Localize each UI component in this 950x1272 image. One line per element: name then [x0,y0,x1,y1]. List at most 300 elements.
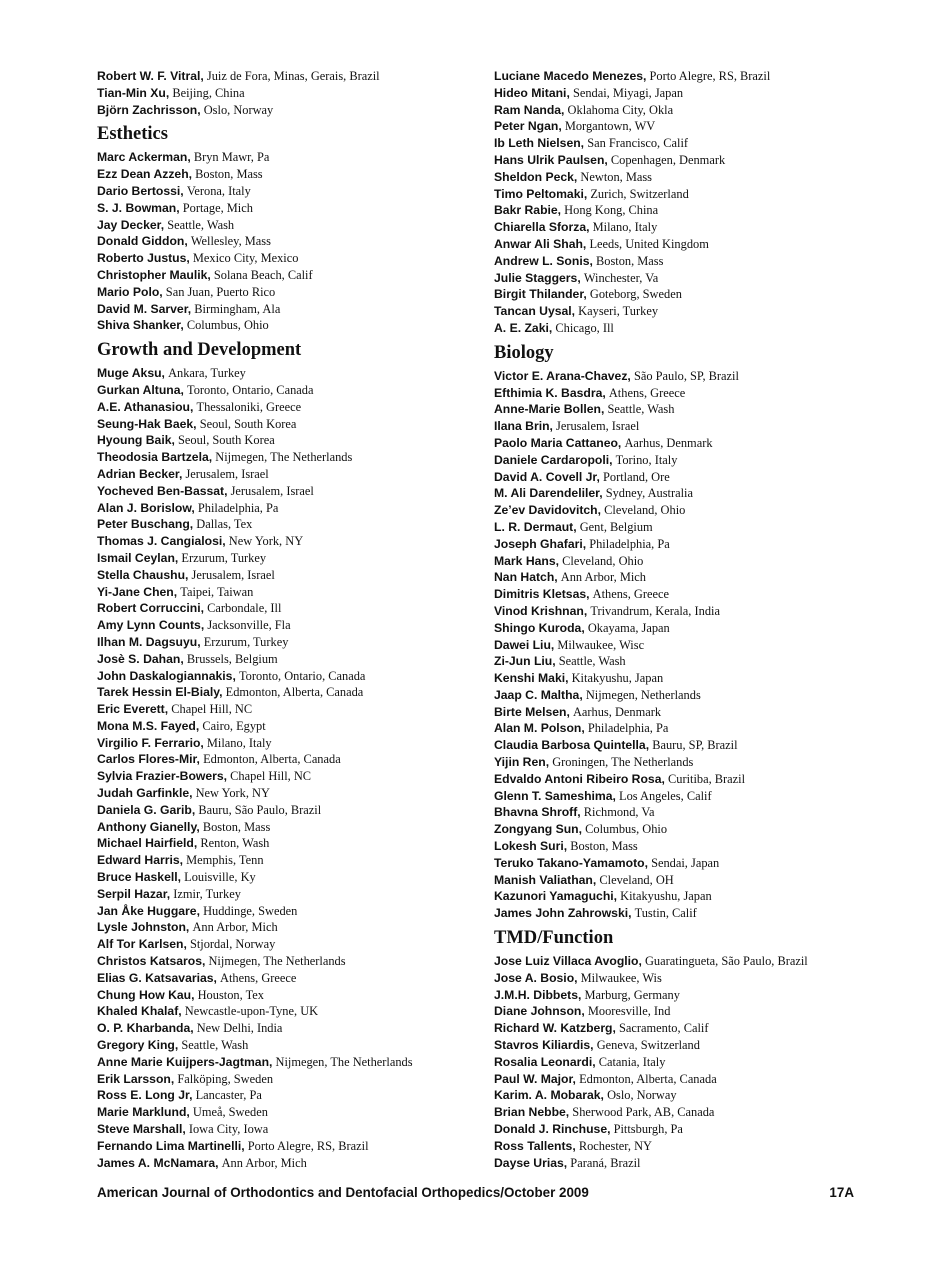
reviewer-entry [494,888,924,905]
reviewer-entry [97,102,527,119]
reviewer-name: Zi-Jun Liu, [494,654,556,669]
reviewer-name: O. P. Kharbanda, [97,1021,194,1036]
reviewer-location: Winchester, Va [583,270,659,285]
reviewer-name: Jose Luiz Villaca Avoglio, [494,954,642,969]
reviewer-location: Milwaukee, Wis [580,970,662,985]
reviewer-entry [494,620,924,637]
reviewer-entry [97,768,527,785]
reviewer-name: Glenn T. Sameshima, [494,788,616,803]
reviewer-name: Theodosia Bartzela, [97,450,213,465]
reviewer-location: Bauru, SP, Brazil [652,738,738,753]
reviewer-name: Tarek Hessin El-Bialy, [97,685,223,700]
reviewer-name: Tian-Min Xu, [97,85,170,100]
reviewer-location: Columbus, Ohio [186,318,269,333]
reviewer-name: A.E. Athanasiou, [97,399,194,414]
reviewer-name: Rosalia Leonardi, [494,1054,596,1069]
reviewer-location: Athens, Greece [608,385,686,400]
reviewer-name: Claudia Barbosa Quintella, [494,738,650,753]
reviewer-entry [494,485,924,502]
reviewer-location: Aarhus, Denmark [572,704,662,719]
reviewer-entry [494,905,924,922]
reviewer-location: Cairo, Egypt [202,718,266,733]
reviewer-entry [494,135,924,152]
reviewer-entry [494,452,924,469]
reviewer-entry [97,668,527,685]
reviewer-location: Mexico City, Mexico [192,251,299,266]
reviewer-name: Marie Marklund, [97,1105,190,1120]
reviewer-entry [494,1121,924,1138]
reviewer-name: Steve Marshall, [97,1122,186,1137]
reviewer-entry [494,1037,924,1054]
reviewer-name: Hyoung Baik, [97,433,175,448]
section-heading: Biology [494,342,554,363]
reviewer-entry [97,1020,527,1037]
reviewer-name: James A. McNamara, [97,1155,219,1170]
reviewer-location: Zurich, Switzerland [590,186,689,201]
reviewer-entry [97,267,527,284]
reviewer-entry [97,617,527,634]
reviewer-entry [97,886,527,903]
reviewer-location: Izmir, Turkey [173,886,241,901]
reviewer-entry [97,432,527,449]
reviewer-name: Kazunori Yamaguchi, [494,889,618,904]
reviewer-entry [97,1087,527,1104]
reviewer-location: Chapel Hill, NC [171,702,253,717]
reviewer-location: Newton, Mass [580,169,653,184]
reviewer-entry [494,720,924,737]
reviewer-entry [494,418,924,435]
reviewer-entry [97,85,527,102]
reviewer-name: Roberto Justus, [97,251,190,266]
reviewer-name: Gregory King, [97,1038,179,1053]
reviewer-name: Yijin Ren, [494,755,550,770]
reviewer-name: Nan Hatch, [494,570,558,585]
reviewer-name: Stavros Kiliardis, [494,1038,594,1053]
reviewer-name: Robert W. F. Vitral, [97,69,204,83]
reviewer-location: Rochester, NY [578,1138,652,1153]
reviewer-name: Bruce Haskell, [97,870,182,885]
reviewer-location: Jerusalem, Israel [230,483,314,498]
reviewer-entry [494,987,924,1004]
reviewer-location: Chicago, Ill [555,320,614,335]
reviewer-location: Nijmegen, The Netherlands [215,450,353,465]
reviewer-location: Verona, Italy [186,183,251,198]
right-column [494,68,924,1171]
reviewer-entry [97,382,527,399]
reviewer-name: Eric Everett, [97,702,169,717]
reviewer-name: Shingo Kuroda, [494,620,585,635]
reviewer-location: Boston, Mass [195,167,263,182]
reviewer-location: Solana Beach, Calif [213,267,313,282]
reviewer-location: Athens, Greece [220,970,297,985]
reviewer-name: Marc Ackerman, [97,150,191,165]
reviewer-location: Bryn Mawr, Pa [193,150,270,165]
reviewer-entry [494,270,924,287]
reviewer-location: Paraná, Brazil [570,1155,641,1170]
reviewer-name: David A. Covell Jr, [494,469,600,484]
reviewer-name: Elias G. Katsavarias, [97,970,217,985]
reviewer-location: Catania, Italy [598,1054,666,1069]
reviewer-entry [97,149,527,166]
reviewer-entry [97,183,527,200]
reviewer-entry [494,1071,924,1088]
reviewer-entry [494,85,924,102]
reviewer-name: Richard W. Katzberg, [494,1021,616,1036]
reviewer-name: Vinod Krishnan, [494,603,588,618]
reviewer-entry [97,1071,527,1088]
reviewer-location: Oslo, Norway [203,102,274,117]
reviewer-name: Christos Katsaros, [97,954,206,969]
reviewer-name: Ze’ev Davidovitch, [494,503,602,518]
reviewer-location: Philadelphia, Pa [589,536,670,551]
reviewer-name: Alf Tor Karlsen, [97,937,187,952]
reviewer-entry [97,919,527,936]
reviewer-entry [494,1054,924,1071]
reviewer-location: Porto Alegre, RS, Brazil [247,1138,369,1153]
reviewer-location: Chapel Hill, NC [230,769,312,784]
reviewer-name: Donald Giddon, [97,234,188,249]
reviewer-name: Diane Johnson, [494,1004,585,1019]
reviewer-name: Ilhan M. Dagsuyu, [97,634,201,649]
reviewer-entry [97,217,527,234]
reviewer-entry [494,569,924,586]
reviewer-location: Iowa City, Iowa [188,1122,269,1137]
reviewer-name: Ib Leth Nielsen, [494,136,585,151]
reviewer-name: Fernando Lima Martinelli, [97,1138,245,1153]
reviewer-location: Seoul, South Korea [177,433,275,448]
reviewer-location: Umeå, Sweden [192,1105,268,1120]
reviewer-location: Milwaukee, Wisc [557,637,645,652]
reviewer-entry [97,1155,527,1172]
reviewer-entry [97,903,527,920]
reviewer-location: Edmonton, Alberta, Canada [579,1071,717,1086]
reviewer-entry [494,603,924,620]
reviewer-location: Marburg, Germany [584,987,680,1002]
reviewer-name: Anthony Gianelly, [97,819,200,834]
reviewer-location: Cleveland, OH [599,872,674,887]
reviewer-name: Dawei Liu, [494,637,555,652]
reviewer-name: Virgilio F. Ferrario, [97,735,204,750]
reviewer-entry [97,250,527,267]
reviewer-location: New York, NY [228,534,304,549]
reviewer-name: Bhavna Shroff, [494,805,581,820]
section-heading: TMD/Function [494,928,614,949]
reviewer-location: Philadelphia, Pa [197,500,279,515]
reviewer-entry [97,751,527,768]
reviewer-name: Sylvia Frazier-Bowers, [97,769,228,784]
reviewer-location: Gent, Belgium [579,519,653,534]
reviewer-entry [494,855,924,872]
reviewer-name: S. J. Bowman, [97,200,180,215]
reviewer-name: Hideo Mitani, [494,85,570,100]
reviewer-name: Adrian Becker, [97,466,183,481]
reviewer-location: Carbondale, Ill [207,601,282,616]
reviewer-name: Birgit Thilander, [494,287,587,302]
reviewer-name: Yocheved Ben-Bassat, [97,483,228,498]
reviewer-entry [97,1121,527,1138]
reviewer-name: Zongyang Sun, [494,822,583,837]
reviewer-location: Hong Kong, China [564,203,659,218]
reviewer-name: David M. Sarver, [97,301,192,316]
reviewer-name: Erik Larsson, [97,1071,175,1086]
reviewer-entry [97,600,527,617]
reviewer-name: Ross E. Long Jr, [97,1088,193,1103]
reviewer-entry [494,169,924,186]
reviewer-location: Sendai, Miyagi, Japan [572,85,684,100]
reviewer-entry [97,802,527,819]
reviewer-location: Athens, Greece [592,587,669,602]
reviewer-entry [494,586,924,603]
reviewer-entry [494,653,924,670]
reviewer-entry [494,1003,924,1020]
reviewer-entry [97,953,527,970]
reviewer-location: Portage, Mich [182,200,253,215]
reviewer-entry [97,718,527,735]
reviewer-location: Cleveland, Ohio [604,503,686,518]
reviewer-location: Oslo, Norway [607,1088,677,1103]
reviewer-location: Ann Arbor, Mich [560,570,646,585]
reviewer-location: Bauru, São Paulo, Brazil [198,802,322,817]
reviewer-name: Ilana Brin, [494,419,553,434]
reviewer-entry [97,651,527,668]
reviewer-location: Sacramento, Calif [619,1021,709,1036]
reviewer-name: Manish Valiathan, [494,872,597,887]
reviewer-location: Erzurum, Turkey [203,634,289,649]
reviewer-name: Jaap C. Maltha, [494,687,583,702]
reviewer-location: Philadelphia, Pa [587,721,669,736]
reviewer-location: Erzurum, Turkey [181,550,267,565]
reviewer-location: Milano, Italy [206,735,272,750]
reviewer-location: Seattle, Wash [181,1038,249,1053]
page-footer [97,1185,854,1200]
reviewer-location: Leeds, United Kingdom [589,236,709,251]
reviewer-location: Los Angeles, Calif [619,788,712,803]
reviewer-entry [494,838,924,855]
reviewer-entry [97,684,527,701]
reviewer-name: Judah Garfinkle, [97,786,193,801]
reviewer-location: Tustin, Calif [634,906,697,921]
reviewer-location: Toronto, Ontario, Canada [238,668,366,683]
reviewer-entry [97,835,527,852]
reviewer-entry [494,385,924,402]
reviewer-location: Ann Arbor, Mich [192,920,278,935]
reviewer-name: Stella Chaushu, [97,567,189,582]
reviewer-name: Dario Bertossi, [97,183,184,198]
reviewer-entry [97,1054,527,1071]
reviewer-name: Seung-Hak Baek, [97,416,197,431]
reviewer-entry [97,987,527,1004]
reviewer-location: Falköping, Sweden [177,1071,274,1086]
reviewer-entry [97,1003,527,1020]
reviewer-location: Goteborg, Sweden [589,287,682,302]
reviewer-location: Porto Alegre, RS, Brazil [649,69,771,83]
reviewer-location: Huddinge, Sweden [203,903,298,918]
reviewer-location: Mooresville, Ind [587,1004,671,1019]
reviewer-location: Renton, Wash [200,836,270,851]
reviewer-entry [97,869,527,886]
reviewer-location: New York, NY [195,786,270,801]
reviewer-name: Björn Zachrisson, [97,102,201,117]
reviewer-name: Victor E. Arana-Chavez, [494,368,631,383]
reviewer-name: Alan J. Borislow, [97,500,195,515]
reviewer-location: Guaratingueta, São Paulo, Brazil [644,954,808,969]
reviewer-name: M. Ali Darendeliler, [494,486,603,501]
reviewer-location: Aarhus, Denmark [624,435,713,450]
reviewer-name: J.M.H. Dibbets, [494,987,582,1002]
journal-title: American Journal of Orthodontics and Dentofacial Orthopedics/October 2009 [97,1185,589,1200]
reviewer-entry [97,735,527,752]
reviewer-entry [494,202,924,219]
reviewer-location: Boston, Mass [570,839,638,854]
reviewer-entry [97,701,527,718]
reviewer-name: Lokesh Suri, [494,839,568,854]
reviewer-entry [97,416,527,433]
reviewer-entry [97,365,527,382]
reviewer-location: Memphis, Tenn [186,853,264,868]
reviewer-entry [494,536,924,553]
reviewer-name: Chung How Kau, [97,987,195,1002]
reviewer-entry [97,533,527,550]
reviewer-location: Nijmegen, Netherlands [585,687,701,702]
reviewer-location: Cleveland, Ohio [562,553,644,568]
reviewer-entry [494,102,924,119]
reviewer-entry [494,670,924,687]
reviewer-location: Boston, Mass [202,819,271,834]
reviewer-name: Hans Ulrik Paulsen, [494,152,608,167]
reviewer-entry [97,317,527,334]
page-number: 17A [829,1185,854,1200]
reviewer-name: John Daskalogiannakis, [97,668,236,683]
reviewer-location: Portland, Ore [603,469,670,484]
reviewer-name: Josè S. Dahan, [97,651,184,666]
reviewer-name: A. E. Zaki, [494,320,553,335]
reviewer-name: Brian Nebbe, [494,1105,570,1120]
reviewer-name: Timo Peltomaki, [494,186,588,201]
reviewer-location: Juiz de Fora, Minas, Gerais, Brazil [206,69,380,83]
reviewer-entry [494,771,924,788]
reviewer-location: Geneva, Switzerland [596,1038,700,1053]
reviewer-location: New Delhi, India [196,1021,283,1036]
reviewer-location: Pittsburgh, Pa [613,1122,683,1137]
reviewer-entry [494,253,924,270]
reviewer-location: Jerusalem, Israel [191,567,275,582]
reviewer-entry [494,286,924,303]
reviewer-name: L. R. Dermaut, [494,519,577,534]
reviewer-location: Sydney, Australia [605,486,693,501]
reviewer-location: Ankara, Turkey [168,366,246,381]
reviewer-location: Trivandrum, Kerala, India [590,603,720,618]
reviewer-location: Houston, Tex [197,987,264,1002]
reviewer-name: Anne Marie Kuijpers-Jagtman, [97,1054,273,1069]
reviewer-location: Milano, Italy [592,220,658,235]
reviewer-entry [97,466,527,483]
reviewer-entry [494,970,924,987]
reviewer-name: Peter Ngan, [494,119,562,134]
reviewer-name: Chiarella Sforza, [494,220,590,235]
reviewer-location: Boston, Mass [595,253,664,268]
reviewer-name: Dimitris Kletsas, [494,587,590,602]
reviewer-location: Seattle, Wash [607,402,675,417]
reviewer-entry [97,399,527,416]
reviewer-name: Amy Lynn Counts, [97,618,205,633]
reviewer-name: Tancan Uysal, [494,304,576,319]
reviewer-entry [494,1020,924,1037]
reviewer-location: Wellesley, Mass [190,234,271,249]
reviewer-location: Oklahoma City, Okla [567,102,674,117]
reviewer-name: Peter Buschang, [97,517,194,532]
reviewer-name: Luciane Macedo Menezes, [494,69,647,83]
reviewer-entry [494,118,924,135]
reviewer-entry [494,368,924,385]
reviewer-entry [97,1037,527,1054]
reviewer-name: Ram Nanda, [494,102,565,117]
reviewer-entry [494,502,924,519]
reviewer-entry [97,68,527,85]
reviewer-entry [97,550,527,567]
reviewer-entry [494,704,924,721]
reviewer-entry [97,970,527,987]
reviewer-name: Edvaldo Antoni Ribeiro Rosa, [494,771,665,786]
reviewer-entry [494,401,924,418]
reviewer-location: Ann Arbor, Mich [221,1155,307,1170]
reviewer-location: Toronto, Ontario, Canada [187,382,314,397]
reviewer-name: Dayse Urias, [494,1155,568,1170]
reviewer-entry [494,186,924,203]
reviewer-name: James John Zahrowski, [494,906,632,921]
reviewer-location: Seattle, Wash [167,217,235,232]
reviewer-location: Kitakyushu, Japan [620,889,712,904]
reviewer-name: Sheldon Peck, [494,169,578,184]
reviewer-name: Thomas J. Cangialosi, [97,534,226,549]
reviewer-location: Seattle, Wash [558,654,626,669]
reviewer-name: Mona M.S. Fayed, [97,718,200,733]
reviewer-entry [494,219,924,236]
reviewer-entry [494,687,924,704]
reviewer-entry [97,449,527,466]
reviewer-location: Nijmegen, The Netherlands [208,954,346,969]
reviewer-name: Kenshi Maki, [494,671,569,686]
reviewer-entry [97,301,527,318]
reviewer-name: Jan Åke Huggare, [97,903,200,918]
reviewer-entry [494,821,924,838]
reviewer-name: Efthimia K. Basdra, [494,385,606,400]
reviewer-entry [494,303,924,320]
reviewer-location: Okayama, Japan [587,620,670,635]
section-heading: Esthetics [97,124,168,145]
reviewer-name: Muge Aksu, [97,366,165,381]
reviewer-location: Edmonton, Alberta, Canada [225,685,364,700]
reviewer-name: Donald J. Rinchuse, [494,1122,611,1137]
reviewer-entry [97,567,527,584]
reviewer-entry [97,1138,527,1155]
reviewer-name: Jay Decker, [97,217,165,232]
reviewer-location: Jerusalem, Israel [556,419,640,434]
reviewer-entry [494,469,924,486]
reviewer-entry [97,284,527,301]
reviewer-entry [97,166,527,183]
reviewer-location: Dallas, Tex [196,517,253,532]
reviewer-location: San Francisco, Calif [587,136,689,151]
reviewer-location: Seoul, South Korea [199,416,297,431]
reviewer-name: Carlos Flores-Mir, [97,752,200,767]
reviewer-name: Ismail Ceylan, [97,550,179,565]
reviewer-name: Shiva Shanker, [97,318,184,333]
reviewer-location: Kitakyushu, Japan [571,671,664,686]
reviewer-location: Newcastle-upon-Tyne, UK [184,1004,319,1019]
reviewer-entry [97,584,527,601]
reviewer-entry [97,634,527,651]
reviewer-entry [494,236,924,253]
